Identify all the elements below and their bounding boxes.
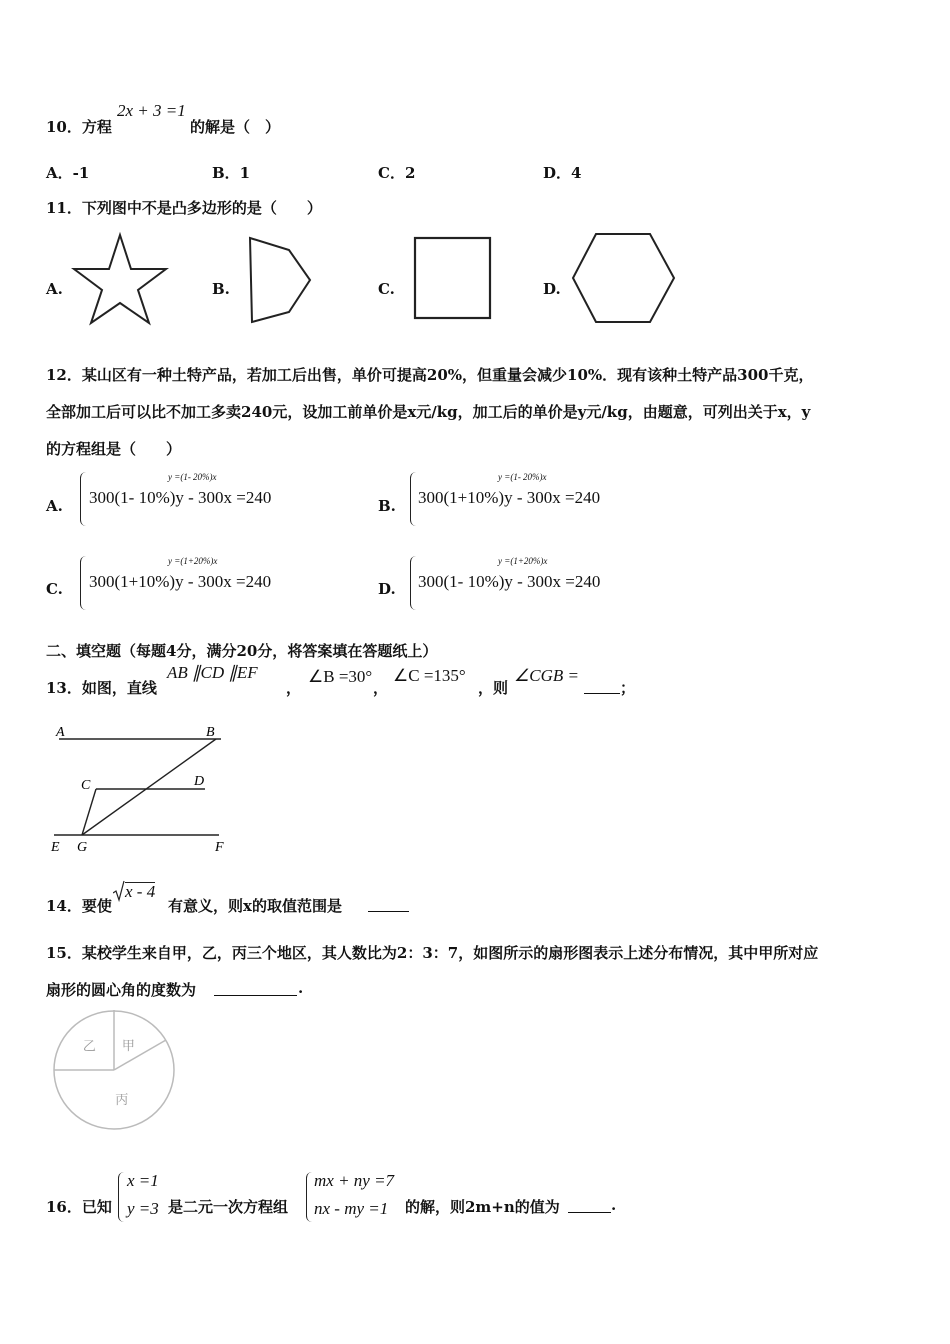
q10-option-b: B．1 [212,164,251,182]
label-c: C [81,778,91,793]
q14-radicand: x - 4 [125,882,156,901]
pentagon-figure [244,232,316,327]
q14-stem: 14．要使 [46,897,112,915]
q13-angle-b: ∠B =30° [308,667,373,686]
pie-label-1: 乙 [82,1039,96,1055]
q15-line-2-tail: . [298,979,304,997]
q16-stem: 16．已知 [46,1198,112,1216]
q11-stem: 11．下列图中不是凸多边形的是（ ） [46,199,322,217]
q12-option-a-label: A. [46,497,63,515]
q12-option-a-brace [80,472,89,526]
q13-sep-1: ， [286,679,302,697]
q16-end: . [611,1196,617,1214]
q12-option-b-label: B. [378,497,396,515]
q12-option-a-top: y =(1- 20%)x [168,472,217,482]
pie-label-2: 丙 [115,1092,129,1108]
q12-option-b-bottom: 300(1+10%)y - 300x =240 [418,488,601,507]
q16-solution-y: y =3 [127,1199,159,1218]
pie-label-0: 甲 [121,1039,135,1055]
label-d: D [194,774,205,789]
hexagon-figure [568,228,680,328]
q12-option-c-brace [80,556,89,610]
label-f: F [215,840,224,855]
q16-system-eq-2: nx - my =1 [314,1199,389,1218]
segment-gc [82,789,96,835]
q12-option-c-bottom: 300(1+10%)y - 300x =240 [89,572,272,591]
q15-line-1: 15．某校学生来自甲，乙，丙三个地区，其人数比为2：3：7，如图所示的扇形图表示上述分布情况，其中甲所对应 [46,944,819,962]
label-g: G [77,840,88,855]
label-e: E [51,840,60,855]
q15-answer-blank[interactable] [214,980,297,996]
q15-line-2: 扇形的圆心角的度数为 [46,981,197,999]
q13-angle-cgb: ∠CGB = [514,666,579,685]
q10-tail: 的解是（ ） [190,118,281,136]
star-figure [70,230,170,330]
label-a: A [56,725,65,740]
square-shape [415,238,490,318]
q10-stem: 10．方程 [46,118,112,136]
q16-system-brace [306,1172,314,1222]
square-figure [410,233,496,323]
section-2-title: 二、填空题（每题4分，满分20分，将答案填在答题纸上） [46,642,438,660]
q13-parallel-lines: AB ∥CD ∥EF [167,663,258,682]
q10-option-a: A．-1 [46,164,90,182]
q12-line-1: 12．某山区有一种土特产品，若加工后出售，单价可提高20%，但重量会减少10%．现有该种土特产品300千克， [46,366,814,384]
q12-line-3: 的方程组是（ ） [46,440,182,458]
q12-line-2: 全部加工后可以比不加工多卖240元，设加工前单价是x元/kg，加工后的单价是y元/kg，由题意，可列出关于x，y [46,403,811,421]
q12-option-a-bottom: 300(1- 10%)y - 300x =240 [89,488,272,507]
q13-answer-blank[interactable] [584,678,620,694]
q13-figure [44,718,244,858]
label-b: B [206,725,215,740]
q16-mid: 是二元一次方程组 [168,1198,289,1216]
pentagon-shape [250,238,310,322]
q10-equation: 2x + 3 =1 [117,101,186,120]
q15-pie-chart [48,1008,180,1132]
q12-option-b-top: y =(1- 20%)x [498,472,547,482]
q13-angle-c: ∠C =135° [393,666,466,685]
hexagon-shape [573,234,674,322]
q16-tail: 的解，则2m+n的值为 [405,1198,560,1216]
q16-answer-blank[interactable] [568,1197,611,1213]
q11-label-c: C. [378,280,395,298]
q16-solution-x: x =1 [127,1171,159,1190]
q11-label-b: B. [212,280,230,298]
q12-option-d-label: D. [378,580,396,598]
q12-option-c-top: y =(1+20%)x [168,556,218,566]
q13-sep-3: ，则 [478,679,509,697]
q16-system-eq-1: mx + ny =7 [314,1171,395,1190]
q10-option-c: C．2 [378,164,416,182]
q13-sep-2: ， [373,679,389,697]
q11-label-d: D. [543,280,561,298]
sqrt-sign [113,880,125,902]
q10-option-d: D．4 [543,164,582,182]
q12-option-d-bottom: 300(1- 10%)y - 300x =240 [418,572,601,591]
q13-stem: 13．如图，直线 [46,679,157,697]
q12-option-d-top: y =(1+20%)x [498,556,548,566]
q16-solution-brace [118,1172,126,1222]
q13-tail: ； [620,679,636,697]
q14-tail: 有意义，则x的取值范围是 [168,897,342,915]
q11-label-a: A. [46,280,63,298]
q14-answer-blank[interactable] [368,896,409,912]
star-shape [74,235,166,323]
q12-option-c-label: C. [46,580,63,598]
